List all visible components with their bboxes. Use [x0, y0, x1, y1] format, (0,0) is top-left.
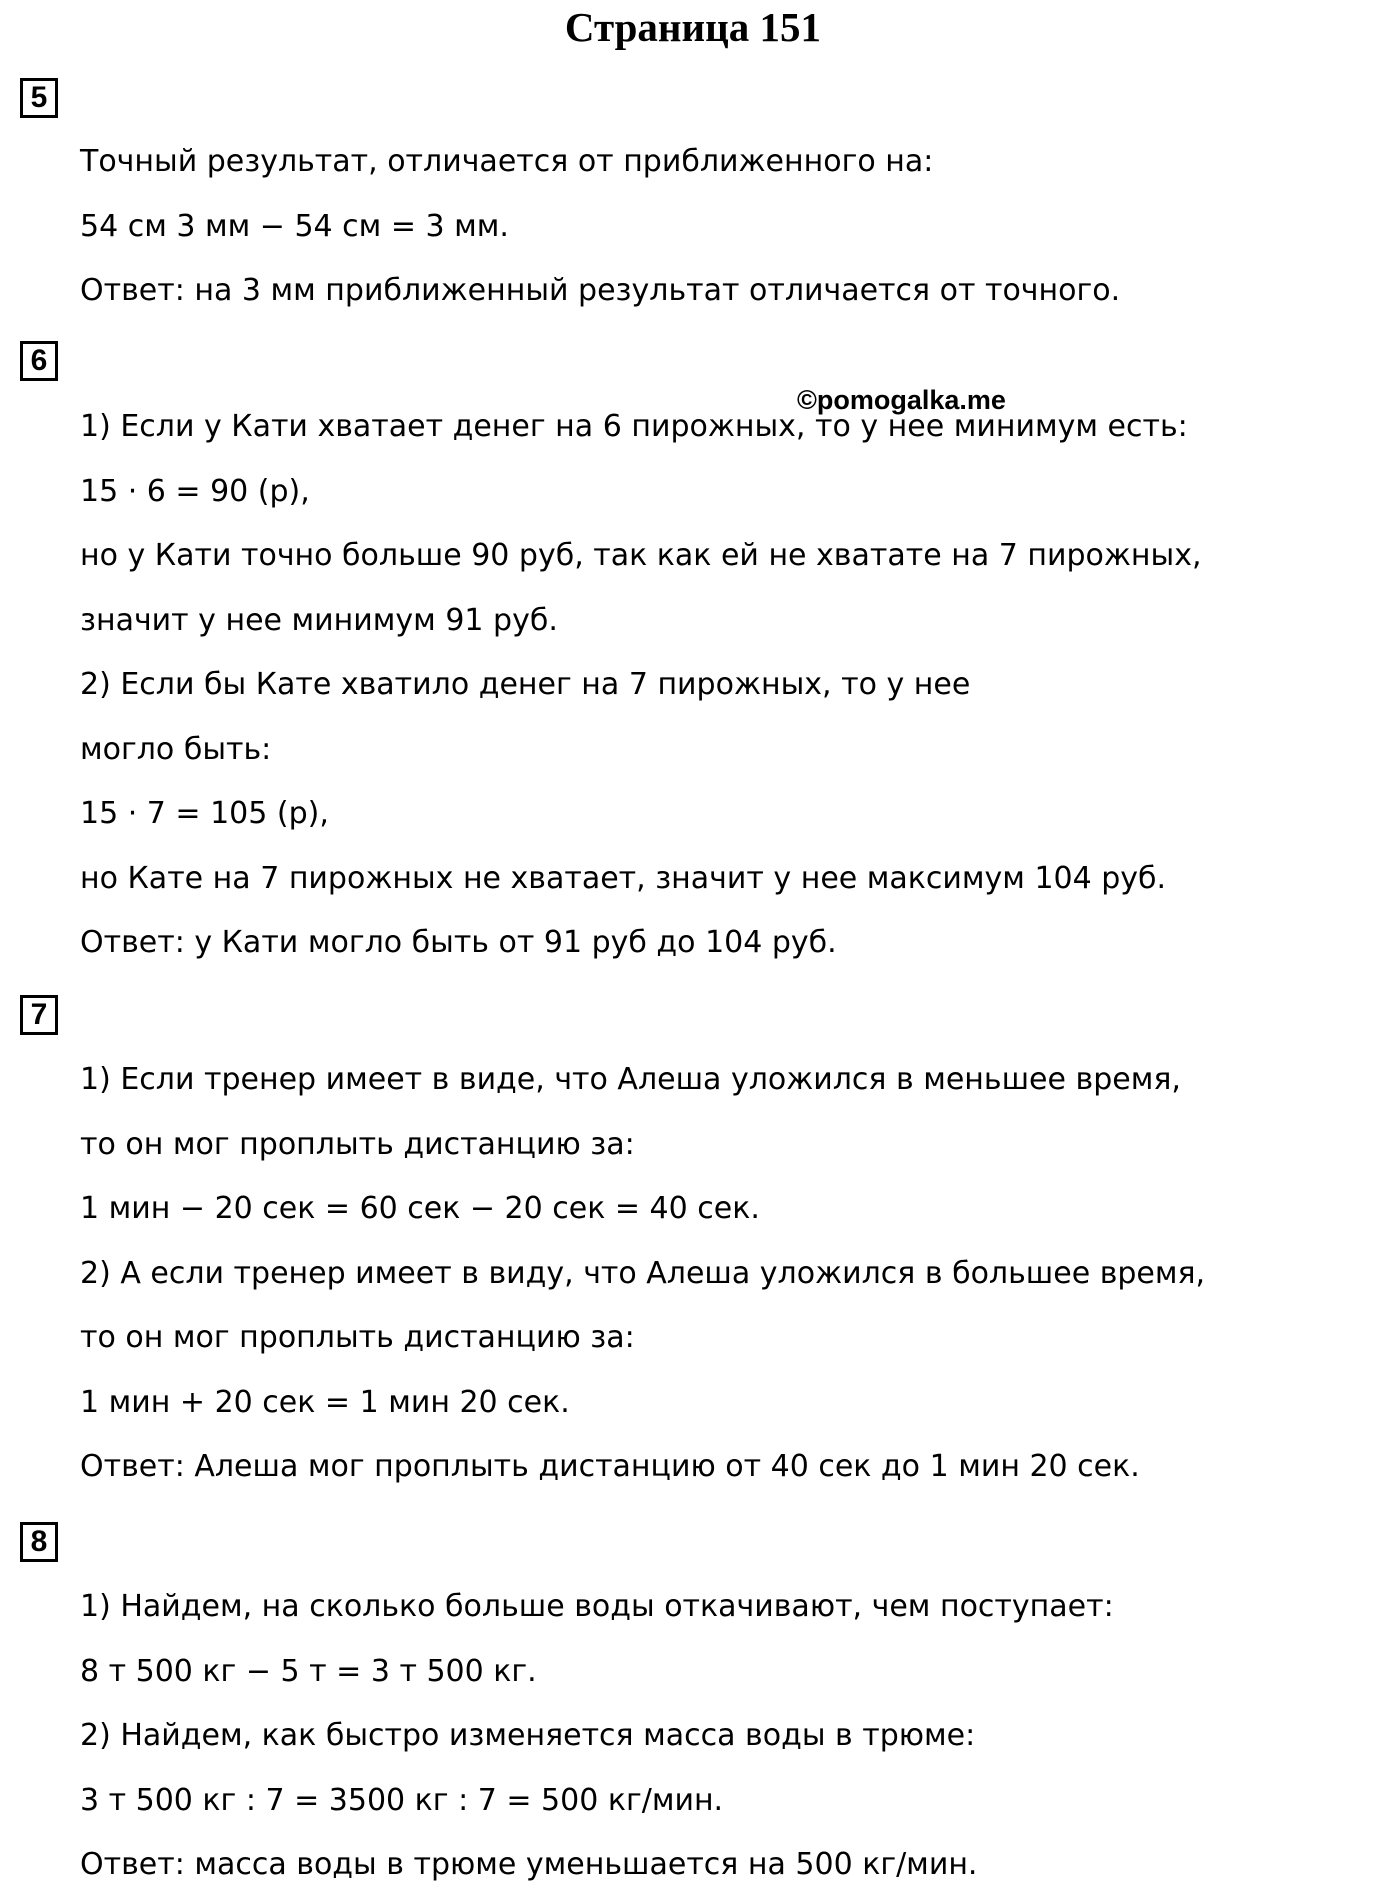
solution-line: значит у нее минимум 91 руб.: [80, 602, 558, 638]
task-number-6: 6: [20, 341, 58, 381]
solution-line: 15 · 6 = 90 (р),: [80, 473, 310, 509]
solution-line: но Кате на 7 пирожных не хватает, значит у нее максимум 104 руб.: [80, 860, 1167, 896]
task-number-5: 5: [20, 78, 58, 118]
solution-line: 2) Если бы Кате хватило денег на 7 пирожных, то у нее: [80, 667, 971, 702]
solution-line: 8 т 500 кг − 5 т = 3 т 500 кг.: [80, 1653, 537, 1689]
solution-line: 1 мин − 20 сек = 60 сек − 20 сек = 40 сек.: [80, 1191, 760, 1226]
task-8-solution: [80, 1575, 1380, 1898]
solution-line: 2) Найдем, как быстро изменяется масса воды в трюме:: [80, 1718, 976, 1753]
solution-line: 1) Если тренер имеет в виде, что Алеша уложился в меньшее время,: [80, 1062, 1181, 1097]
answer-line: Ответ: Алеша мог проплыть дистанцию от 40 сек до 1 мин 20 сек.: [80, 1449, 1140, 1484]
solution-line: 2) А если тренер имеет в виду, что Алеша уложился в большее время,: [80, 1255, 1206, 1291]
solution-line: 54 см 3 мм − 54 см = 3 мм.: [80, 208, 509, 244]
task-number-8: 8: [20, 1522, 58, 1562]
page-title: Страница 151: [564, 4, 822, 50]
solution-line: то он мог проплыть дистанцию за:: [80, 1320, 635, 1355]
solution-line: 15 · 7 = 105 (р),: [80, 796, 329, 831]
task-7-solution: [80, 1048, 1380, 1500]
solution-line: 1 мин + 20 сек = 1 мин 20 сек.: [80, 1384, 570, 1420]
answer-line: Ответ: на 3 мм приближенный результат отличается от точного.: [80, 273, 1121, 308]
solution-line: 1) Если у Кати хватает денег на 6 пирожных, то у нее минимум есть:: [80, 409, 1188, 444]
solution-line: но у Кати точно больше 90 руб, так как ей не хватате на 7 пирожных,: [80, 538, 1202, 573]
task-5-solution: [80, 130, 1380, 324]
task-number-7: 7: [20, 995, 58, 1035]
task-6-solution: [80, 395, 1380, 976]
solution-line: могло быть:: [80, 731, 272, 767]
answer-line: Ответ: масса воды в трюме уменьшается на 500 кг/мин.: [80, 1847, 978, 1882]
solution-line: 1) Найдем, на сколько больше воды откачивают, чем поступает:: [80, 1589, 1114, 1624]
solution-line: Точный результат, отличается от приближенного на:: [80, 144, 934, 179]
answer-line: Ответ: у Кати могло быть от 91 руб до 104 руб.: [80, 925, 837, 960]
solution-line: 3 т 500 кг : 7 = 3500 кг : 7 = 500 кг/мин.: [80, 1782, 724, 1818]
watermark: ©pomogalka.me: [797, 385, 1006, 415]
solution-line: то он мог проплыть дистанцию за:: [80, 1126, 635, 1162]
